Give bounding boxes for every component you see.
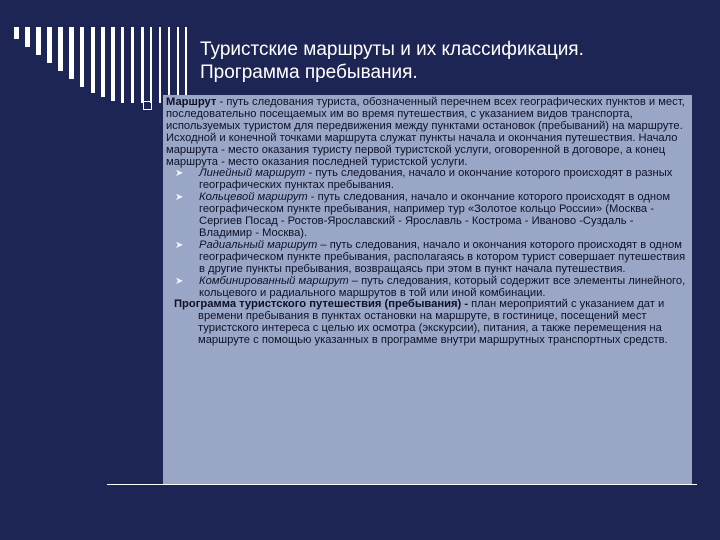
decorative-bar	[131, 27, 134, 103]
arrow-right-icon: ➤	[175, 239, 184, 251]
route-definition-text: - путь следования туриста, обозначенный перечнем всех географических пунктов и мест, последовательно посещаемых им во время путешествия, с указанием видов транспорта, используемых туристом для передвижения между пунктами остановок (пребываний) на маршруте. Исходной и конечной точками маршрута служат пункты начала и окончания путешествия. Начало маршрута - место оказания туристу первой туристской услуги, оговоренной в договоре, а конец маршрута - место оказания последней туристской услуги.	[166, 96, 685, 168]
decorative-bar	[69, 27, 74, 79]
program-term: Программа туристского путешествия (пребывания) -	[174, 298, 469, 311]
decorative-bar	[121, 27, 124, 103]
decorative-bar	[159, 27, 161, 103]
decorative-bar	[101, 27, 105, 97]
square-outline-icon	[143, 101, 152, 110]
title-line-1: Туристские маршруты и их классификация.	[200, 39, 584, 60]
route-type-item	[175, 191, 688, 240]
route-type-term: Линейный маршрут	[199, 167, 306, 180]
decorative-bar	[185, 27, 187, 103]
title-line-2: Программа пребывания.	[200, 62, 418, 83]
route-term: Маршрут	[166, 96, 217, 108]
decorative-bar	[150, 27, 152, 103]
decorative-bar	[36, 27, 41, 55]
route-type-item	[175, 274, 688, 300]
program-definition	[174, 299, 688, 347]
decorative-bar	[14, 27, 19, 39]
route-definition	[166, 97, 688, 168]
decorative-bar	[25, 27, 30, 47]
decorative-bar	[168, 27, 170, 103]
decorative-bar	[47, 27, 52, 63]
route-type-term: Радиальный маршрут	[199, 238, 318, 251]
route-type-item	[175, 167, 688, 192]
arrow-right-icon: ➤	[175, 192, 184, 204]
route-type-text: - путь следования, начало и окончание которого происходят в одном географическом пункте пребывания, например тур «Золотое кольцо России» (Москва - Сергиев Посад - Ростов-Ярославский - Ярославль - Кострома - Иваново -Суздаль - Владимир - Москва).	[199, 191, 671, 239]
route-type-text: – путь следования, который содержит все элементы линейного, кольцевого и радиального маршрутов в той или иной комбинации.	[199, 274, 686, 299]
arrow-right-icon: ➤	[175, 275, 184, 287]
program-text: план мероприятий с указанием дат и времени пребывания в пунктах остановки на маршруте, в гостинице, посещений мест туристского интереса с целью их осмотра (экскурсии), питания, а также перемещения на маршруте с помощью указанных в программе внутри маршрутных транспортных средств.	[198, 298, 668, 347]
arrow-right-icon: ➤	[175, 168, 184, 180]
route-type-term: Кольцевой маршрут	[199, 191, 308, 204]
decorative-bar	[80, 27, 84, 87]
decorative-bar	[141, 27, 144, 103]
decorative-bars	[14, 27, 204, 103]
decorative-bar	[91, 27, 95, 93]
decorative-bar	[177, 27, 179, 103]
route-type-text: – путь следования, начало и окончания которого происходят в одном географическом пункте пребывания, располагаясь в котором турист совершает путешествия в другие пункты пребывания, возвращаясь при этом в пункт начала путешествия.	[199, 238, 686, 275]
route-type-term: Комбинированный маршрут	[199, 274, 349, 287]
route-type-item	[175, 238, 688, 276]
slide-title	[200, 38, 680, 84]
divider-line	[107, 484, 697, 485]
decorative-bar	[58, 27, 63, 71]
content-text	[166, 97, 688, 347]
route-type-text: - путь следования, начало и окончание которого происходят в разных географических пунктах пребывания.	[199, 167, 673, 192]
decorative-bar	[111, 27, 115, 101]
